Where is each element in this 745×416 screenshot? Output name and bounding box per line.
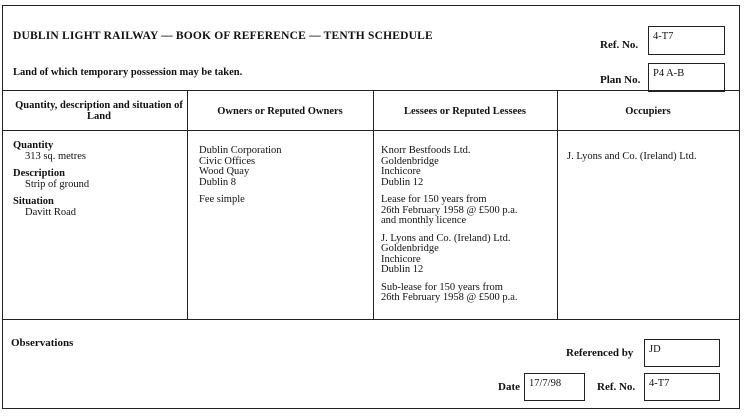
- column-header-divider: [3, 130, 739, 131]
- column-divider-2: [373, 90, 374, 319]
- column-header-land: Quantity, description and situation of Land: [15, 100, 183, 122]
- owner-line: Wood Quay: [199, 166, 250, 177]
- reference-form: [2, 5, 740, 409]
- land-cell: [13, 141, 185, 218]
- date-label: Date: [498, 381, 520, 393]
- lessees-cell: [381, 146, 555, 304]
- lessee-line: Inchicore: [381, 253, 421, 265]
- lessee-line: 26th February 1958 @ £500 p.a.: [381, 292, 518, 303]
- plan-no-label: Plan No.: [600, 74, 641, 86]
- lessee-block: [381, 195, 555, 227]
- ref-no-field[interactable]: 4-T7: [648, 26, 725, 55]
- situation-value: Davitt Road: [25, 206, 77, 218]
- quantity-label: Quantity: [13, 140, 54, 151]
- owners-cell: [199, 146, 369, 206]
- footer-ref-no-field[interactable]: 4-T7: [644, 373, 720, 401]
- lessee-line: Dublin 12: [381, 176, 424, 188]
- description-value: Strip of ground: [25, 178, 90, 190]
- owner-line: Dublin Corporation: [199, 145, 282, 156]
- column-header-owners: Owners or Reputed Owners: [217, 105, 343, 117]
- lessee-block: [381, 146, 555, 188]
- footer-ref-no-label: Ref. No.: [597, 381, 636, 393]
- situation-label: Situation: [13, 196, 54, 207]
- ref-no-label: Ref. No.: [600, 39, 639, 51]
- lessee-line: and monthly licence: [381, 215, 467, 226]
- column-divider-1: [187, 90, 188, 319]
- form-title: DUBLIN LIGHT RAILWAY — BOOK OF REFERENCE — TENTH SCHEDULE: [13, 30, 433, 42]
- column-divider-3: [557, 90, 558, 319]
- referenced-by-field[interactable]: JD: [644, 339, 720, 367]
- description-label: Description: [13, 168, 65, 179]
- lessee-block: [381, 283, 555, 304]
- column-header-occupiers: Occupiers: [625, 105, 671, 117]
- observations-label: Observations: [11, 337, 74, 349]
- lessee-line: Dublin 12: [381, 264, 424, 275]
- lessee-block: [381, 234, 555, 276]
- lessee-line: 26th February 1958 @ £500 p.a.: [381, 204, 518, 216]
- owner-tenure: Fee simple: [199, 194, 245, 205]
- body-divider: [3, 319, 739, 320]
- occupiers-cell: J. Lyons and Co. (Ireland) Ltd.: [567, 151, 697, 162]
- owner-line: Dublin 8: [199, 176, 237, 188]
- quantity-value: 313 sq. metres: [25, 150, 86, 162]
- lessee-line: Lease for 150 years from: [381, 194, 487, 205]
- lessee-line: J. Lyons and Co. (Ireland) Ltd.: [381, 232, 511, 244]
- lessee-line: Goldenbridge: [381, 155, 439, 167]
- referenced-by-label: Referenced by: [566, 347, 634, 359]
- lessee-line: Inchicore: [381, 166, 421, 177]
- column-header-lessees: Lessees or Reputed Lessees: [403, 105, 526, 117]
- header-divider: [3, 90, 739, 91]
- lessee-line: Goldenbridge: [381, 243, 439, 254]
- date-field[interactable]: 17/7/98: [524, 373, 585, 401]
- lessee-line: Knorr Bestfoods Ltd.: [381, 145, 471, 156]
- lessee-line: Sub-lease for 150 years from: [381, 281, 503, 293]
- plan-no-field[interactable]: P4 A-B: [648, 63, 725, 92]
- form-subtitle: Land of which temporary possession may be taken.: [13, 67, 243, 78]
- owner-line: Civic Offices: [199, 155, 256, 167]
